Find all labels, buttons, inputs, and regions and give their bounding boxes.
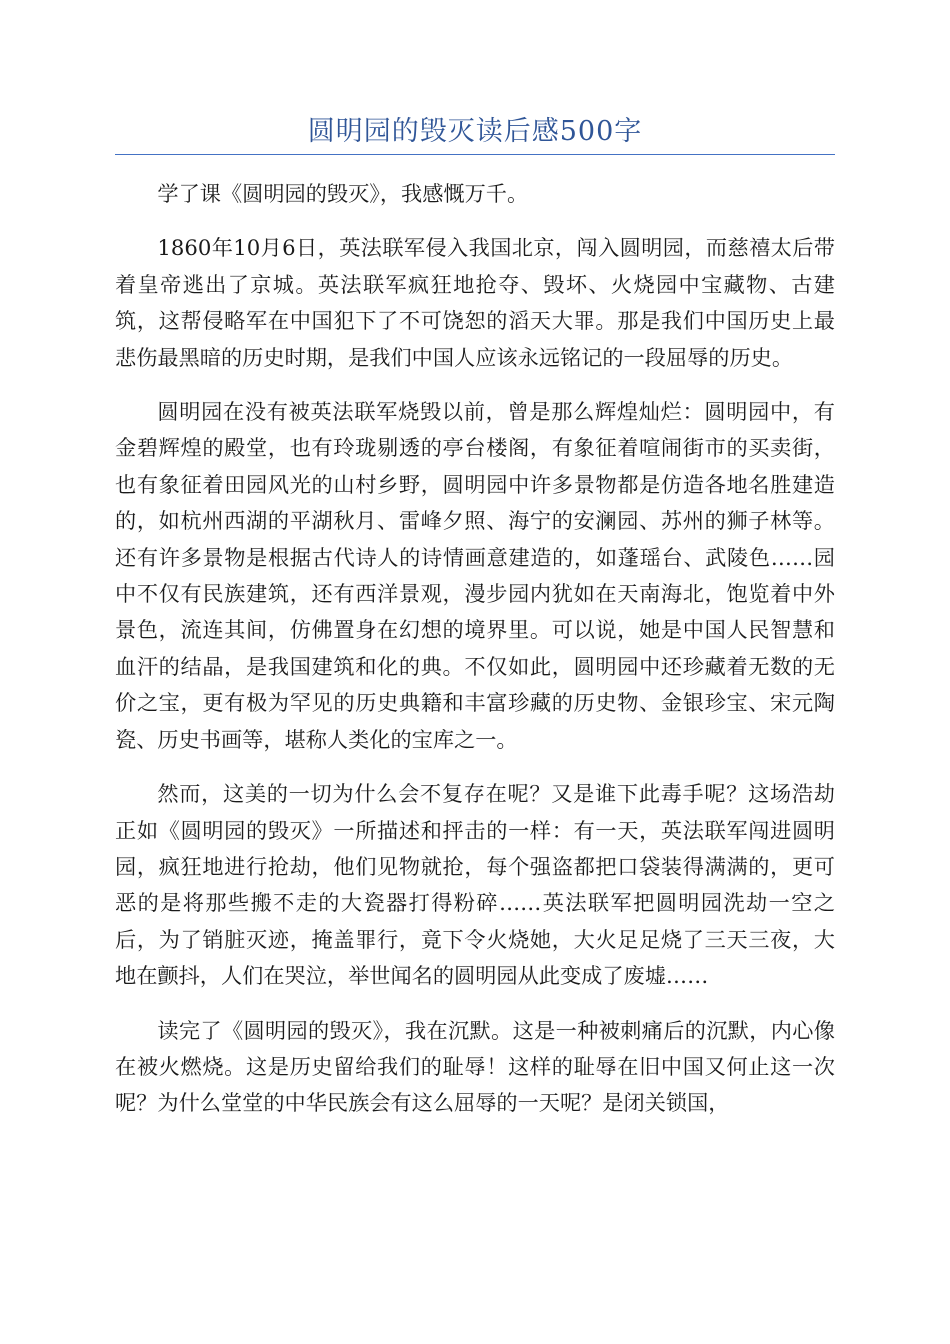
paragraph: 1860年10月6日，英法联军侵入我国北京，闯入圆明园，而慈禧太后带着皇帝逃出了京城。英法联军疯狂地抢夺、毁坏、火烧园中宝藏物、古建筑，这帮侵略军在中国犯下了不可饶恕的滔天大罪。那是我们中国历史上最悲伤最黑暗的历史时期，是我们中国人应该永远铭记的一段屈辱的历史。: [115, 235, 835, 370]
paragraph: 读完了《圆明园的毁灭》，我在沉默。这是一种被刺痛后的沉默，内心像在被火燃烧。这是历史留给我们的耻辱！这样的耻辱在旧中国又何止这一次呢？为什么堂堂的中华民族会有这么屈辱的一天呢？是闭关锁国，: [115, 1017, 835, 1116]
page-title: 圆明园的毁灭读后感500字: [307, 116, 643, 147]
title-underline: [115, 154, 835, 155]
paragraph: 学了课《圆明园的毁灭》，我感慨万千。: [157, 181, 529, 206]
paragraph: 圆明园在没有被英法联军烧毁以前，曾是那么辉煌灿烂：圆明园中，有金碧辉煌的殿堂，也有玲珑剔透的亭台楼阁，有象征着喧闹街市的买卖街，也有象征着田园风光的山村乡野，圆明园中许多景物都是仿造各地名胜建造的，如杭州西湖的平湖秋月、雷峰夕照、海宁的安澜园、苏州的狮子林等。还有许多景物是根据古代诗人的诗情画意建造的，如蓬瑶台、武陵色……园中不仅有民族建筑，还有西洋景观，漫步园内犹如在天南海北，饱览着中外景色，流连其间，仿佛置身在幻想的境界里。可以说，她是中国人民智慧和血汗的结晶，是我国建筑和化的典。不仅如此，圆明园中还珍藏着无数的无价之宝，更有极为罕见的历史典籍和丰富珍藏的历史物、金银珍宝、宋元陶瓷、历史书画等，堪称人类化的宝库之一。: [115, 399, 835, 752]
document-body: [115, 176, 835, 1140]
paragraph: 然而，这美的一切为什么会不复存在呢？又是谁下此毒手呢？这场浩劫正如《圆明园的毁灭》一所描述和抨击的一样：有一天，英法联军闯进圆明园，疯狂地进行抢劫，他们见物就抢，每个强盗都把口袋装得满满的，更可恶的是将那些搬不走的大瓷器打得粉碎……英法联军把圆明园洗劫一空之后，为了销脏灭迹，掩盖罪行，竟下令火烧她，大火足足烧了三天三夜，大地在颤抖，人们在哭泣，举世闻名的圆明园从此变成了废墟……: [115, 781, 835, 989]
